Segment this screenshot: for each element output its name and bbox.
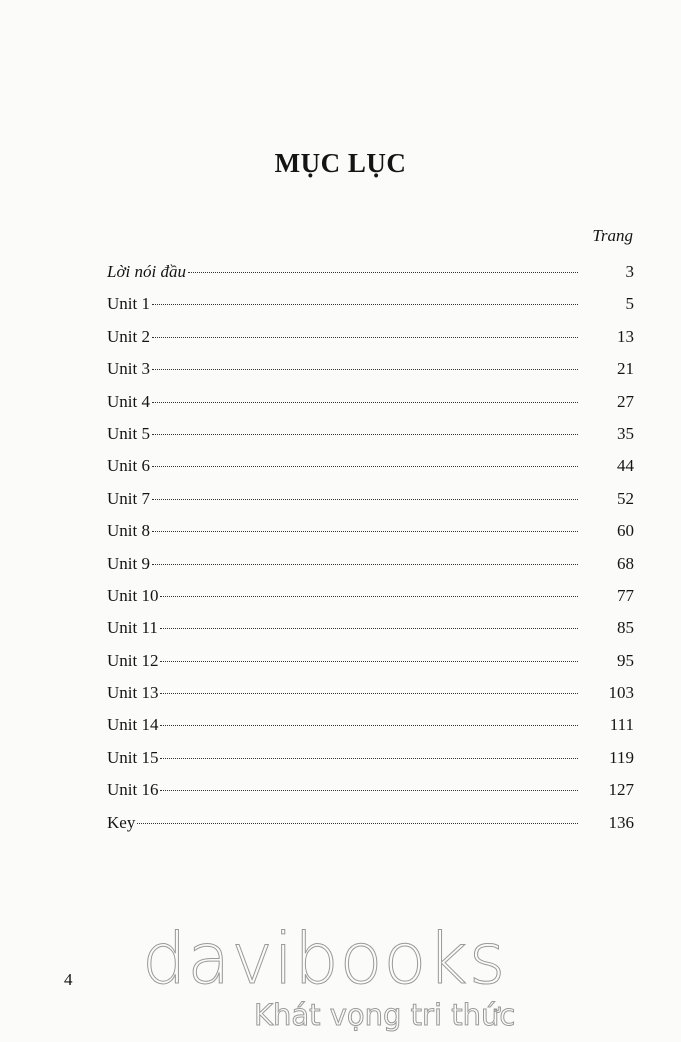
toc-entry-label: Unit 13 — [107, 683, 159, 703]
toc-entry-label: Unit 5 — [107, 423, 150, 443]
toc-entry-page: 3 — [625, 262, 634, 281]
dot-leader — [160, 725, 578, 726]
table-of-contents — [107, 262, 634, 845]
toc-entry-key[interactable] — [107, 813, 634, 845]
toc-entry-label: Unit 10 — [107, 585, 159, 605]
dot-leader — [160, 628, 578, 629]
toc-entry-label: Lời nói đầu — [107, 262, 186, 281]
dot-leader — [152, 564, 578, 565]
dot-leader — [152, 369, 578, 370]
toc-entry-label: Unit 4 — [107, 391, 150, 411]
toc-entry-page: 27 — [617, 391, 634, 411]
toc-entry-label: Unit 12 — [107, 650, 159, 670]
dot-leader — [160, 790, 578, 791]
dot-leader — [152, 434, 578, 435]
toc-entry-page: 52 — [617, 488, 634, 508]
dot-leader — [160, 693, 578, 694]
toc-entry-unit-3[interactable] — [107, 359, 634, 391]
watermark-tagline: Khát vọng tri thức — [254, 998, 516, 1032]
toc-entry-label: Unit 3 — [107, 359, 150, 379]
toc-entry-label: Unit 6 — [107, 456, 150, 476]
toc-entry-label: Key — [107, 812, 136, 832]
dot-leader — [160, 596, 578, 597]
dot-leader — [152, 499, 578, 500]
page-number: 4 — [64, 970, 73, 989]
toc-entry-label: Unit 11 — [107, 618, 158, 638]
toc-entry-page: 111 — [609, 715, 634, 735]
toc-entry-unit-15[interactable] — [107, 748, 634, 780]
toc-entry-unit-14[interactable] — [107, 715, 634, 747]
toc-entry-label: Unit 9 — [107, 553, 150, 573]
dot-leader — [152, 531, 578, 532]
toc-entry-page: 68 — [617, 553, 634, 573]
toc-entry-preface[interactable] — [107, 262, 634, 294]
toc-entry-page: 44 — [617, 456, 634, 476]
dot-leader — [160, 661, 578, 662]
toc-entry-page: 60 — [617, 521, 634, 541]
toc-entry-unit-4[interactable] — [107, 392, 634, 424]
toc-entry-unit-10[interactable] — [107, 586, 634, 618]
toc-entry-unit-6[interactable] — [107, 456, 634, 488]
toc-entry-label: Unit 1 — [107, 294, 150, 314]
toc-entry-page: 35 — [617, 423, 634, 443]
toc-entry-unit-12[interactable] — [107, 651, 634, 683]
toc-entry-label: Unit 15 — [107, 747, 159, 767]
dot-leader — [152, 304, 578, 305]
toc-entry-unit-9[interactable] — [107, 554, 634, 586]
toc-entry-page: 5 — [625, 294, 634, 314]
toc-entry-page: 77 — [617, 585, 634, 605]
toc-entry-unit-11[interactable] — [107, 618, 634, 650]
dot-leader — [188, 272, 578, 273]
toc-entry-page: 136 — [608, 812, 634, 832]
toc-entry-unit-13[interactable] — [107, 683, 634, 715]
watermark-logo: davibooks — [142, 918, 507, 1000]
dot-leader — [152, 337, 578, 338]
page-column-label: Trang — [592, 226, 633, 245]
toc-entry-label: Unit 7 — [107, 488, 150, 508]
toc-entry-label: Unit 16 — [107, 780, 159, 800]
toc-entry-unit-2[interactable] — [107, 327, 634, 359]
toc-entry-page: 119 — [609, 747, 634, 767]
dot-leader — [137, 823, 578, 824]
toc-entry-page: 127 — [608, 780, 634, 800]
toc-entry-label: Unit 2 — [107, 326, 150, 346]
toc-entry-page: 103 — [608, 683, 634, 703]
dot-leader — [160, 758, 578, 759]
toc-entry-unit-16[interactable] — [107, 780, 634, 812]
dot-leader — [152, 466, 578, 467]
toc-entry-unit-5[interactable] — [107, 424, 634, 456]
dot-leader — [152, 402, 578, 403]
toc-entry-unit-8[interactable] — [107, 521, 634, 553]
toc-entry-label: Unit 8 — [107, 521, 150, 541]
toc-entry-page: 95 — [617, 650, 634, 670]
toc-entry-page: 85 — [617, 618, 634, 638]
toc-entry-unit-1[interactable] — [107, 294, 634, 326]
toc-entry-page: 13 — [617, 326, 634, 346]
page-title: MỤC LỤC — [274, 148, 407, 178]
toc-entry-unit-7[interactable] — [107, 489, 634, 521]
toc-entry-page: 21 — [617, 359, 634, 379]
toc-entry-label: Unit 14 — [107, 715, 159, 735]
